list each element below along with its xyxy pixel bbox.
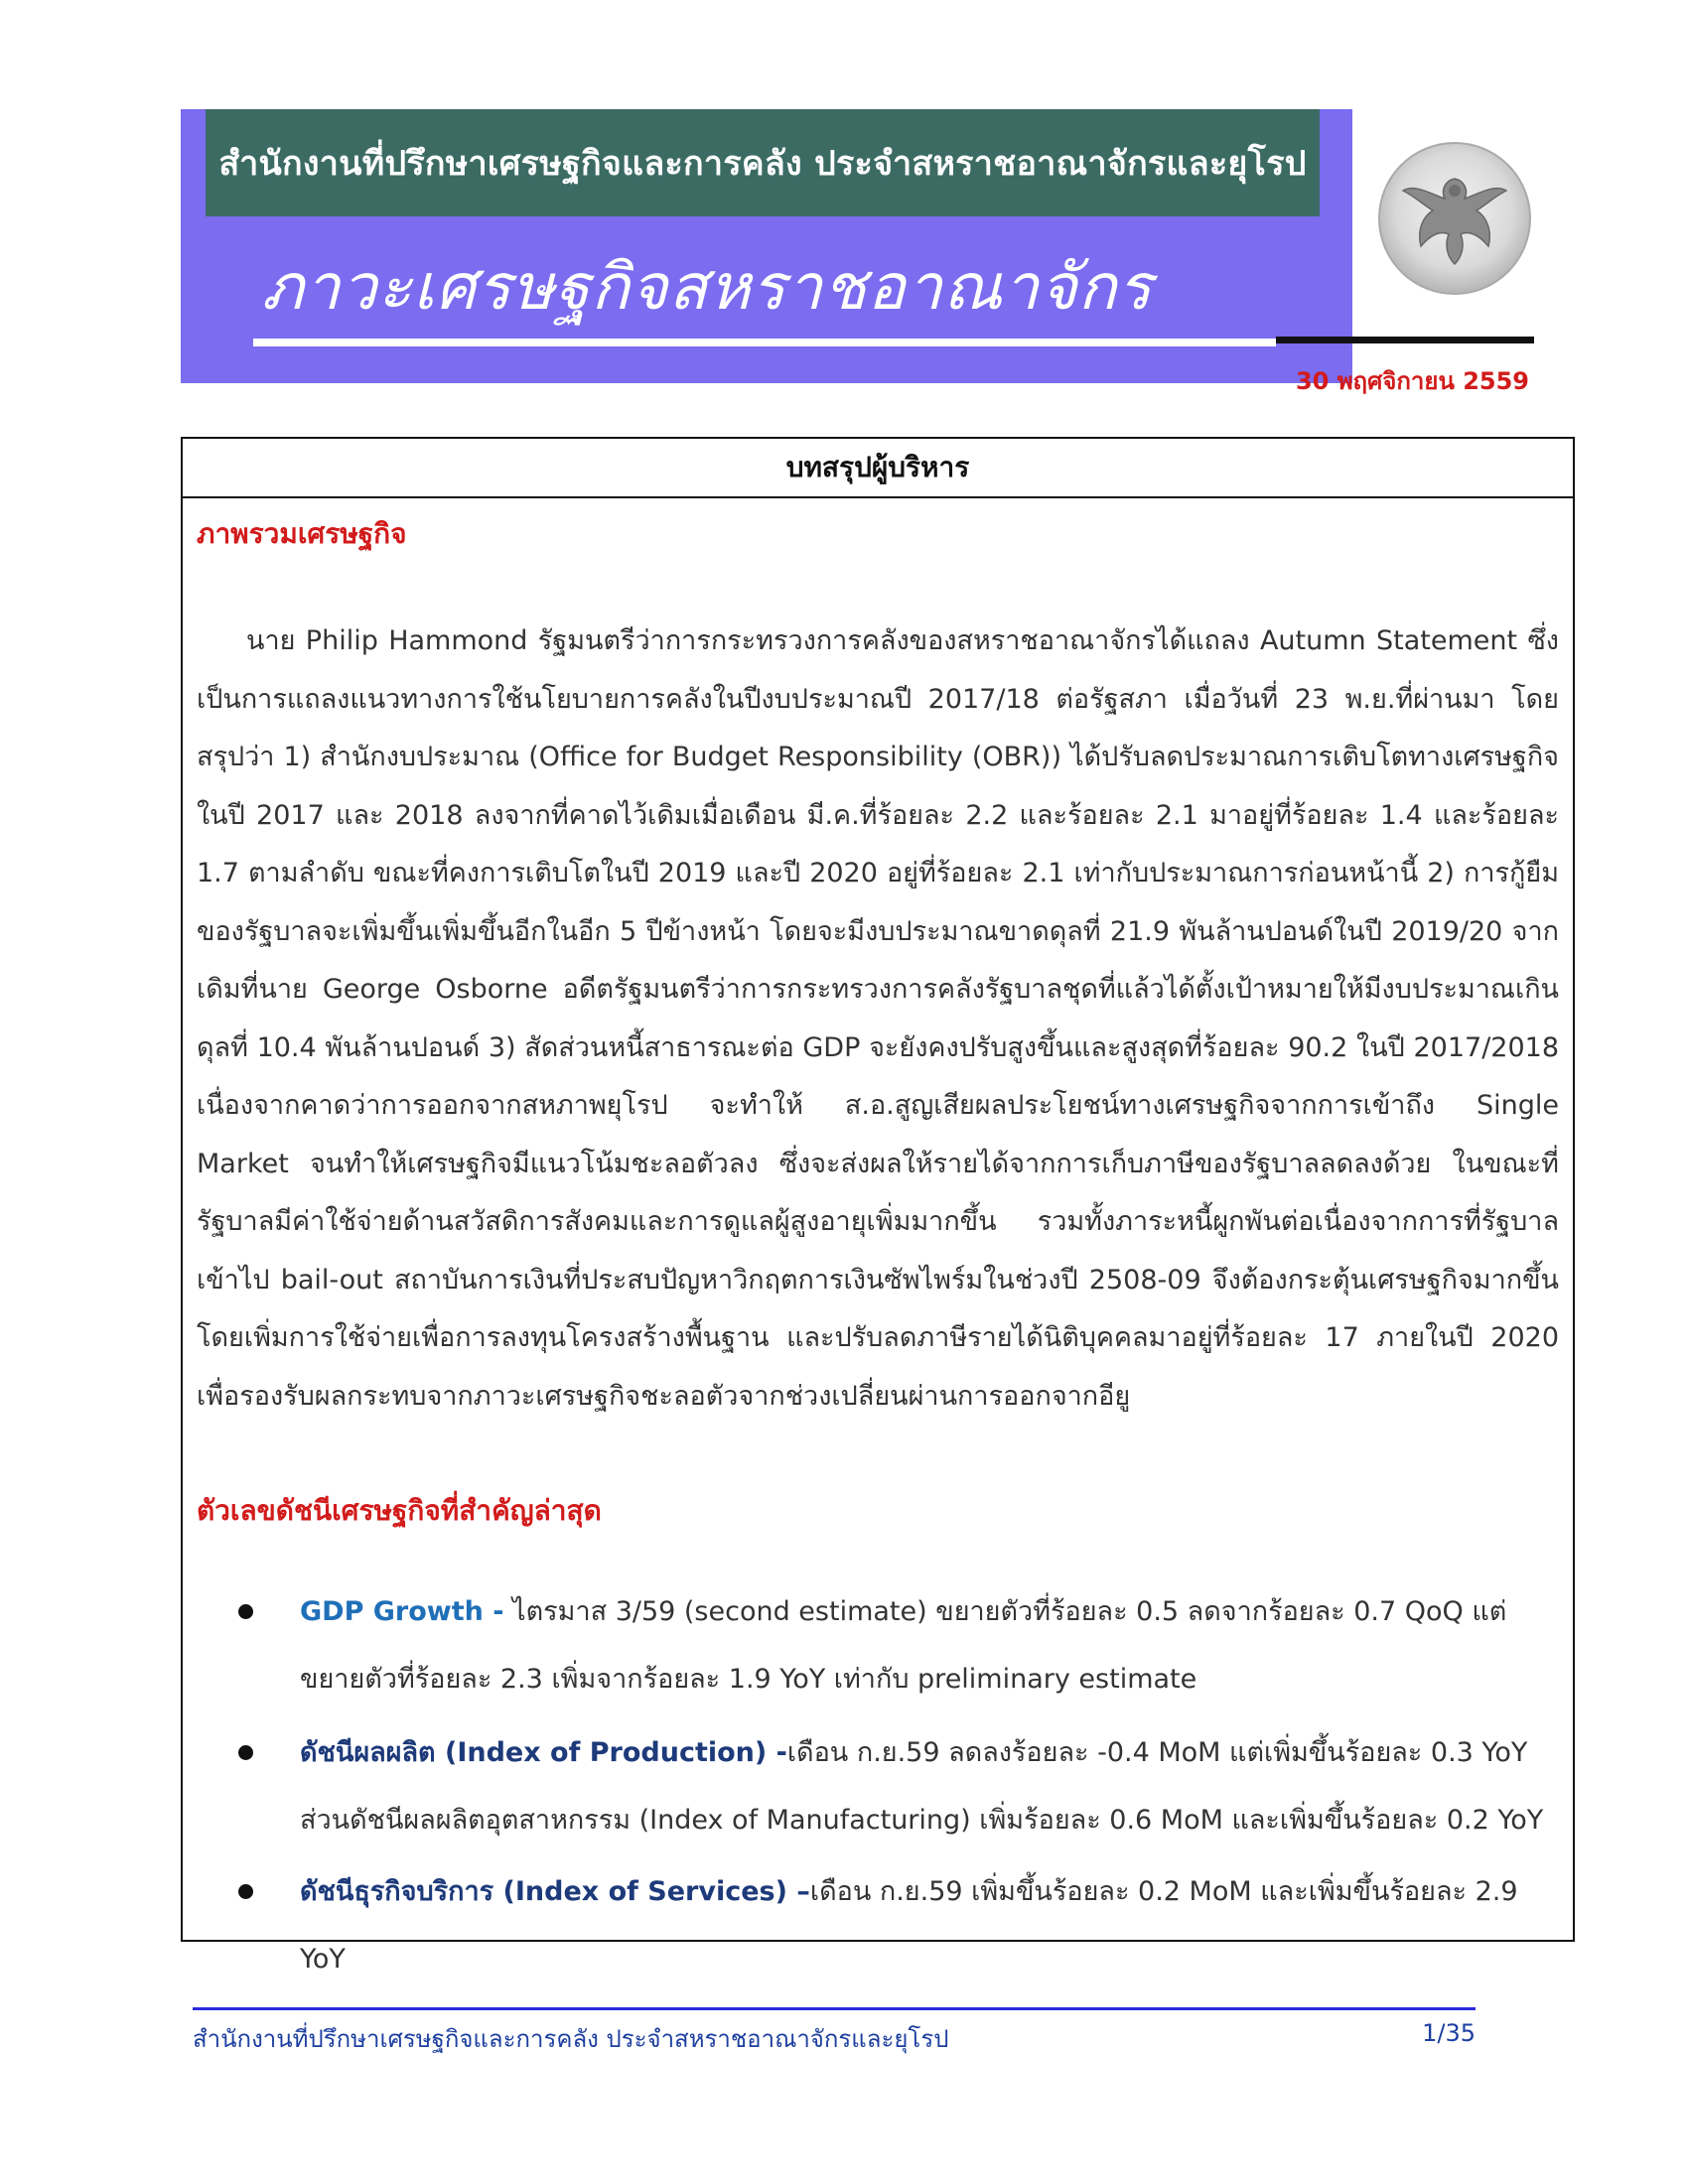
bullet-icon [238,1884,253,1899]
summary-box-title: บทสรุปผู้บริหาร [183,439,1573,498]
report-date: 30 พฤศจิกายน 2559 [1295,367,1529,395]
page-number: 1/35 [1422,2019,1476,2047]
org-title: สำนักงานที่ปรึกษาเศรษฐกิจและการคลัง ประจำสหราชอาณาจักรและยุโรป [218,144,1307,184]
indicator-label: ดัชนีธุรกิจบริการ (Index of Services) – [300,1876,810,1907]
list-item [238,1719,1559,1854]
indicator-text: ไตรมาส 3/59 (second estimate) ขยายตัวที่ร้อยละ 0.5 ลดจากร้อยละ 0.7 QoQ แต่ขยายตัวที่ร้อยละ 2.3 เพิ่มจากร้อยละ 1.9 YoY เท่ากับ preliminary estimate [300,1596,1507,1695]
overview-paragraph [197,613,1559,1426]
org-title-bar [206,109,1320,216]
list-item [238,1578,1559,1713]
overview-text: นาย Philip Hammond รัฐมนตรีว่าการกระทรวงการคลังของสหราชอาณาจักรได้แถลง Autumn Statement ซึ่งเป็นการแถลงแนวทางการใช้นโยบายการคลังในปีงบประมาณปี 2017/18 ต่อรัฐสภา เมื่อวันที่ 23 พ.ย.ที่ผ่านมา โดยสรุปว่า 1) สำนักงบประมาณ (Office for Budget Responsibility (OBR)) ได้ปรับลดประมาณการเติบโตทางเศรษฐกิจในปี 2017 และ 2018 ลงจากที่คาดไว้เดิมเมื่อเดือน มี.ค.ที่ร้อยละ 2.2 และร้อยละ 2.1 มาอยู่ที่ร้อยละ 1.4 และร้อยละ 1.7 ตามลำดับ ขณะที่คงการเติบโตในปี 2019 และปี 2020 อยู่ที่ร้อยละ 2.1 เท่ากับประมาณการก่อนหน้านี้ 2) การกู้ยืมของรัฐบาลจะเพิ่มขึ้นเพิ่มขึ้นอีกในอีก 5 ปีข้างหน้า โดยจะมีงบประมาณขาดดุลที่ 21.9 พันล้านปอนด์ในปี 2019/20 จากเดิมที่นาย George Osborne อดีตรัฐมนตรีว่าการกระทรวงการคลังรัฐบาลชุดที่แล้วได้ตั้งเป้าหมายให้มีงบประมาณเกินดุลที่ 10.4 พันล้านปอนด์ 3) สัดส่วนหนี้สาธารณะต่อ GDP จะยังคงปรับสูงขึ้นและสูงสุดที่ร้อยละ 90.2 ในปี 2017/2018 เนื่องจากคาดว่าการออกจากสหภาพยุโรป จะทำให้ ส.อ.สูญเสียผลประโยชน์ทางเศรษฐกิจจากการเข้าถึง Single Market จนทำให้เศรษฐกิจมีแนวโน้มชะลอตัวลง ซึ่งจะส่งผลให้รายได้จากการเก็บภาษีของรัฐบาลลดลงด้วย ในขณะที่รัฐบาลมีค่าใช้จ่ายด้านสวัสดิการสังคมและการดูแลผู้สูงอายุเพิ่มมากขึ้น รวมทั้งภาระหนี้ผูกพันต่อเนื่องจากการที่รัฐบาลเข้าไป bail-out สถาบันการเงินที่ประสบปัญหาวิกฤตการเงินซัพไพร์มในช่วงปี 2508-09 จึงต้องกระตุ้นเศรษฐกิจมากขึ้น โดยเพิ่มการใช้จ่ายเพื่อการลงทุนโครงสร้างพื้นฐาน และปรับลดภาษีรายได้นิติบุคคลมาอยู่ที่ร้อยละ 17 ภายในปี 2020 เพื่อรองรับผลกระทบจากภาวะเศรษฐกิจชะลอตัวจากช่วงเปลี่ยนผ่านการออกจากอียู [197,625,1559,1412]
garuda-emblem-icon [1375,139,1534,298]
bullet-icon [238,1745,253,1760]
indicator-text: เดือน ก.ย.59 ลดลงร้อยละ -0.4 MoM แต่เพิ่มขึ้นร้อยละ 0.3 YoY ส่วนดัชนีผลผลิตอุตสาหกรรม (Index of Manufacturing) เพิ่มร้อยละ 0.6 MoM และเพิ่มขึ้นร้อยละ 0.2 YoY [300,1737,1544,1836]
footer-org-name: สำนักงานที่ปรึกษาเศรษฐกิจและการคลัง ประจำสหราชอาณาจักรและยุโรป [193,2025,949,2053]
overview-heading: ภาพรวมเศรษฐกิจ [197,517,407,550]
header-rule [1276,337,1534,343]
indicator-label: GDP Growth - [300,1596,504,1627]
title-underline [253,339,1276,346]
list-item [238,1858,1559,1993]
indicator-label: ดัชนีผลผลิต (Index of Production) - [300,1737,787,1768]
indicators-heading: ตัวเลขดัชนีเศรษฐกิจที่สำคัญล่าสุด [197,1494,602,1527]
executive-summary-box [181,437,1575,1975]
indicator-text: เดือน ก.ย.59 เพิ่มขึ้นร้อยละ 0.2 MoM และเพิ่มขึ้นร้อยละ 2.9 YoY [300,1876,1518,1975]
footer-rule [193,2007,1476,2010]
page-title: ภาวะเศรษฐกิจสหราชอาณาจักร [261,251,1153,325]
bullet-icon [238,1604,253,1619]
